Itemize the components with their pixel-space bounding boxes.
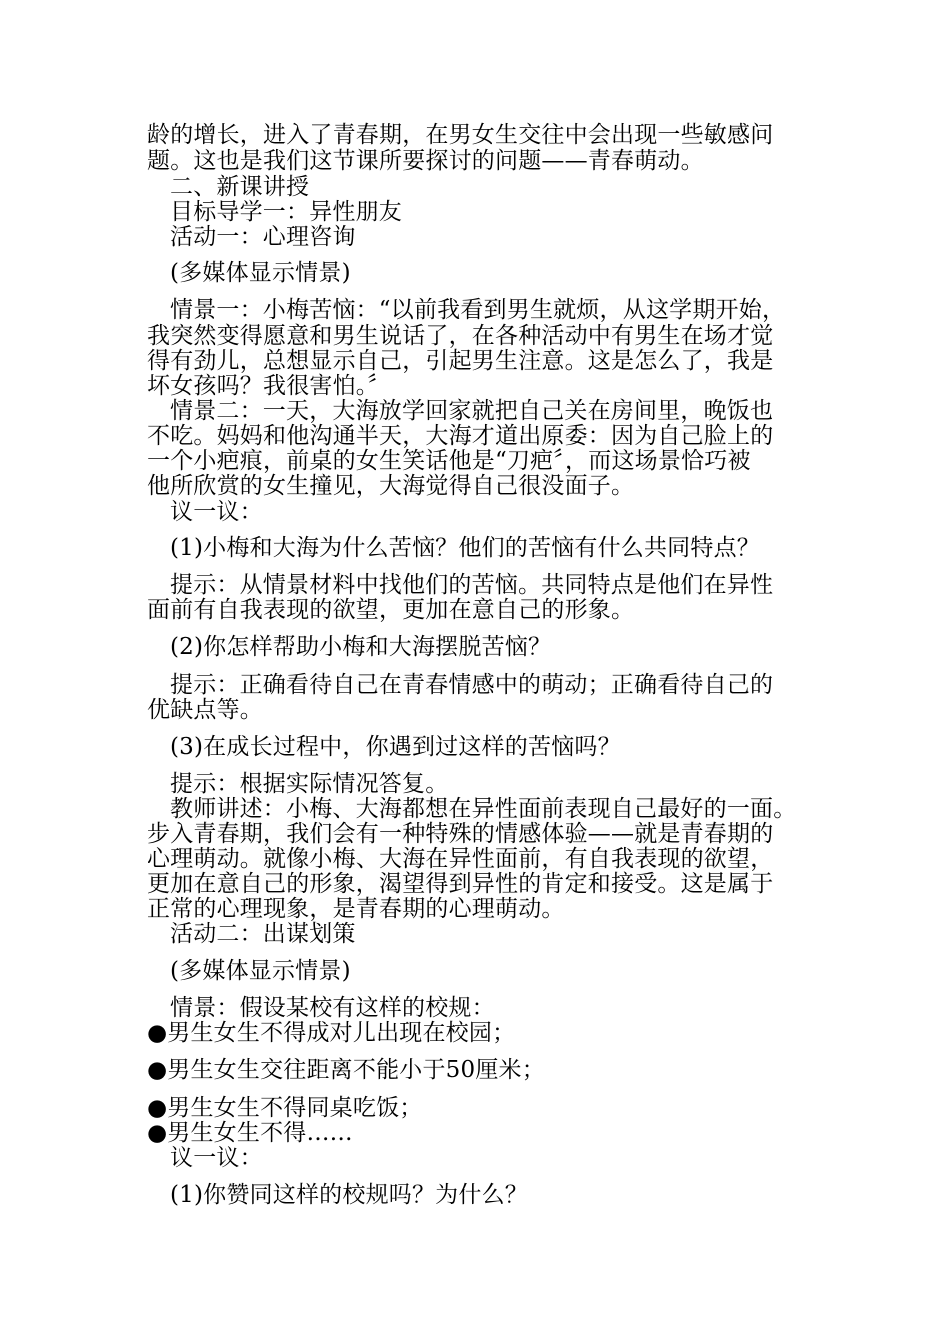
media-note: (多媒体显示情景) <box>170 958 351 984</box>
text-line: 我突然变得愿意和男生说话了，在各种活动中有男生在场才觉 <box>147 323 774 349</box>
hint-line: 提示：正确看待自己在青春情感中的萌动；正确看待自己的 <box>170 672 774 698</box>
bullet-item: ●男生女生不得同桌吃饭； <box>147 1095 423 1121</box>
text-line: 更加在意自己的形象，渴望得到异性的肯定和接受。这是属于 <box>147 871 774 897</box>
text-line: 得有劲儿，总想显示自己，引起男生注意。这是怎么了，我是 <box>147 348 774 374</box>
text-line: 他所欣赏的女生撞见，大海觉得自己很没面子。 <box>147 473 635 499</box>
bullet-item: ●男生女生不得成对儿出现在校园； <box>147 1020 516 1046</box>
text-line: 步入青春期，我们会有一种特殊的情感体验——就是青春期的 <box>147 821 774 847</box>
text-line: 情景：假设某校有这样的校规： <box>170 995 495 1021</box>
text-line: 一个小疤痕，前桌的女生笑话他是“刀疤〞，而这场景恰巧被 <box>147 448 751 474</box>
text-line: 情景一：小梅苦恼：“以前我看到男生就烦，从这学期开始， <box>170 297 786 323</box>
bullet-item: ●男生女生不得…… <box>147 1120 353 1146</box>
section-heading: 二、新课讲授 <box>170 174 310 200</box>
text-line: 教师讲述：小梅、大海都想在异性面前表现自己最好的一面。 <box>170 796 797 822</box>
text-line: 坏女孩吗？我很害怕。〞 <box>147 373 391 399</box>
text-line: 优缺点等。 <box>147 697 263 723</box>
hint-line: 提示：从情景材料中找他们的苦恼。共同特点是他们在异性 <box>170 572 774 598</box>
question-item: (1)小梅和大海为什么苦恼？他们的苦恼有什么共同特点？ <box>170 535 760 561</box>
text-line: 题。这也是我们这节课所要探讨的问题——青春萌动。 <box>147 148 704 174</box>
text-line: 龄的增长，进入了青春期，在男女生交往中会出现一些敏感问 <box>147 122 774 148</box>
question-item: (3)在成长过程中，你遇到过这样的苦恼吗？ <box>170 734 621 760</box>
activity-heading: 活动二：出谋划策 <box>170 921 356 947</box>
text-line: 面前有自我表现的欲望，更加在意自己的形象。 <box>147 597 635 623</box>
activity-heading: 活动一：心理咨询 <box>170 224 356 250</box>
text-line: 正常的心理现象，是青春期的心理萌动。 <box>147 896 565 922</box>
text-line: 心理萌动。就像小梅、大海在异性面前，有自我表现的欲望， <box>147 846 774 872</box>
text-line: 情景二：一天，大海放学回家就把自己关在房间里，晚饭也 <box>170 398 774 424</box>
question-item: (2)你怎样帮助小梅和大海摆脱苦恼？ <box>170 634 552 660</box>
discussion-heading: 议一议： <box>170 499 263 525</box>
discussion-heading: 议一议： <box>170 1145 263 1171</box>
subsection-heading: 目标导学一：异性朋友 <box>170 199 402 225</box>
text-line: 不吃。妈妈和他沟通半天，大海才道出原委：因为自己脸上的 <box>147 423 774 449</box>
hint-line: 提示：根据实际情况答复。 <box>170 771 449 797</box>
question-item: (1)你赞同这样的校规吗？为什么？ <box>170 1182 528 1208</box>
media-note: (多媒体显示情景) <box>170 260 351 286</box>
bullet-item: ●男生女生交往距离不能小于50厘米； <box>147 1057 545 1083</box>
